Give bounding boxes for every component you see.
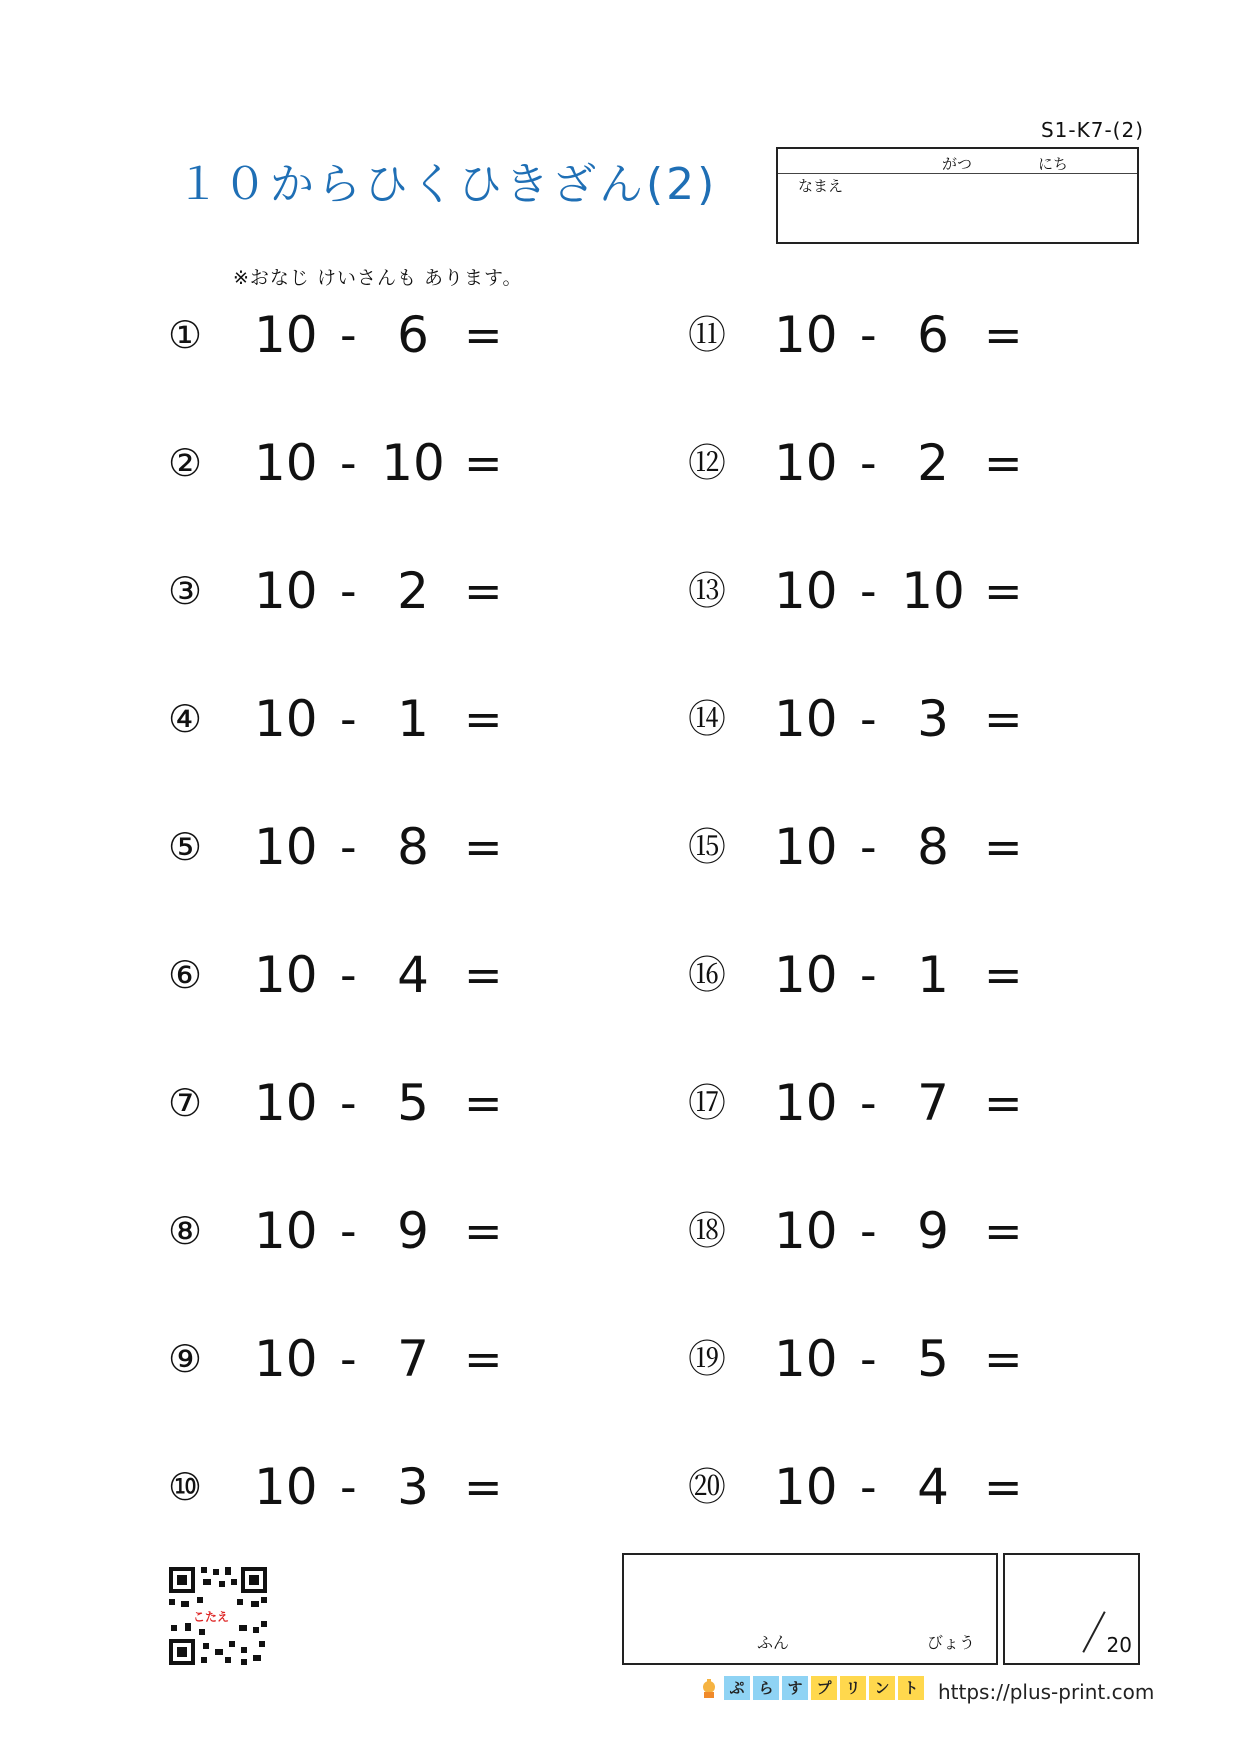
month-label: がつ: [942, 155, 973, 173]
problem-10: [168, 1452, 528, 1522]
problem-6: [168, 940, 528, 1010]
equals-sign: =: [464, 308, 503, 362]
equals-sign: =: [984, 948, 1023, 1002]
problem-number: ①: [168, 313, 203, 357]
problem-14: [688, 684, 1048, 754]
subtrahend: 1: [917, 946, 949, 1004]
problem-11: [688, 300, 1048, 370]
minuend: 10: [774, 1458, 838, 1516]
equals-sign: =: [984, 1204, 1023, 1258]
equals-sign: =: [464, 948, 503, 1002]
problem-3: [168, 556, 528, 626]
minus-sign: -: [340, 692, 357, 746]
subtrahend: 7: [397, 1330, 429, 1388]
minuend: 10: [254, 1202, 318, 1260]
minuend: 10: [774, 562, 838, 620]
subtrahend: 10: [901, 562, 965, 620]
subtrahend: 9: [917, 1202, 949, 1260]
minus-sign: -: [860, 436, 877, 490]
qr-answer-label: こたえ: [193, 1610, 230, 1624]
problem-number: ⑰: [688, 1081, 727, 1125]
equals-sign: =: [464, 1332, 503, 1386]
logo-char: ぷ: [724, 1676, 750, 1700]
problem-number: ③: [168, 569, 203, 613]
minus-sign: -: [860, 564, 877, 618]
equals-sign: =: [984, 1332, 1023, 1386]
minus-sign: -: [340, 564, 357, 618]
subtrahend: 10: [381, 434, 445, 492]
subtrahend: 9: [397, 1202, 429, 1260]
minuend: 10: [774, 818, 838, 876]
problem-number: ⑨: [168, 1337, 203, 1381]
minus-sign: -: [860, 1076, 877, 1130]
subtrahend: 8: [397, 818, 429, 876]
minuend: 10: [254, 434, 318, 492]
equals-sign: =: [464, 1460, 503, 1514]
minuend: 10: [254, 1074, 318, 1132]
subtrahend: 7: [917, 1074, 949, 1132]
name-date-box[interactable]: [776, 147, 1139, 244]
equals-sign: =: [984, 692, 1023, 746]
minuend: 10: [254, 946, 318, 1004]
site-url[interactable]: https://plus-print.com: [938, 1680, 1155, 1704]
problem-number: ⑬: [688, 569, 727, 613]
subtrahend: 4: [397, 946, 429, 1004]
subtrahend: 6: [917, 306, 949, 364]
problem-17: [688, 1068, 1048, 1138]
problem-number: ⑦: [168, 1081, 203, 1125]
problem-15: [688, 812, 1048, 882]
problem-20: [688, 1452, 1048, 1522]
equals-sign: =: [464, 820, 503, 874]
minuend: 10: [254, 1458, 318, 1516]
minus-sign: -: [340, 436, 357, 490]
problem-number: ④: [168, 697, 203, 741]
problem-1: [168, 300, 528, 370]
equals-sign: =: [464, 692, 503, 746]
logo-char: ン: [869, 1676, 895, 1700]
logo-text: [724, 1676, 927, 1700]
minuend: 10: [774, 1330, 838, 1388]
problem-4: [168, 684, 528, 754]
problem-number: ⑯: [688, 953, 727, 997]
equals-sign: =: [984, 1076, 1023, 1130]
minuend: 10: [254, 1330, 318, 1388]
equals-sign: =: [464, 1204, 503, 1258]
subtrahend: 2: [917, 434, 949, 492]
problem-18: [688, 1196, 1048, 1266]
problem-7: [168, 1068, 528, 1138]
subtrahend: 8: [917, 818, 949, 876]
subtrahend: 3: [917, 690, 949, 748]
name-label: なまえ: [798, 177, 844, 195]
minus-sign: -: [340, 308, 357, 362]
problem-number: ②: [168, 441, 203, 485]
minuend: 10: [254, 306, 318, 364]
problem-12: [688, 428, 1048, 498]
problem-number: ⑤: [168, 825, 203, 869]
problem-2: [168, 428, 528, 498]
date-row[interactable]: [778, 149, 1137, 174]
minus-sign: -: [340, 1460, 357, 1514]
day-label: にち: [1038, 155, 1069, 173]
minus-sign: -: [860, 820, 877, 874]
problem-number: ⑮: [688, 825, 727, 869]
seconds-label: びょう: [927, 1633, 976, 1652]
minutes-label: ふん: [757, 1633, 790, 1652]
subtrahend: 5: [397, 1074, 429, 1132]
minus-sign: -: [860, 948, 877, 1002]
problem-13: [688, 556, 1048, 626]
problem-number: ⑳: [688, 1465, 727, 1509]
minus-sign: -: [340, 820, 357, 874]
problem-number: ⑧: [168, 1209, 203, 1253]
minus-sign: -: [860, 1332, 877, 1386]
minuend: 10: [774, 1202, 838, 1260]
logo-char: リ: [840, 1676, 866, 1700]
subtrahend: 3: [397, 1458, 429, 1516]
subtrahend: 6: [397, 306, 429, 364]
note-text: ※おなじ けいさんも あります。: [233, 267, 523, 289]
minuend: 10: [254, 818, 318, 876]
problem-number: ⑱: [688, 1209, 727, 1253]
worksheet-title: １０からひくひきざん(2): [176, 159, 718, 210]
worksheet-code: S1-K7-(2): [1040, 118, 1144, 142]
mascot-icon: [698, 1678, 720, 1700]
problem-number: ⑭: [688, 697, 727, 741]
subtrahend: 1: [397, 690, 429, 748]
score-slash: [1082, 1611, 1105, 1653]
equals-sign: =: [984, 564, 1023, 618]
logo-char: す: [782, 1676, 808, 1700]
problem-number: ⑪: [688, 313, 727, 357]
problem-number: ⑥: [168, 953, 203, 997]
answer-qr-code[interactable]: [167, 1565, 269, 1667]
problem-19: [688, 1324, 1048, 1394]
problem-number: ⑩: [168, 1465, 203, 1509]
subtrahend: 4: [917, 1458, 949, 1516]
minus-sign: -: [860, 1204, 877, 1258]
problem-16: [688, 940, 1048, 1010]
equals-sign: =: [464, 436, 503, 490]
equals-sign: =: [984, 1460, 1023, 1514]
minus-sign: -: [340, 1076, 357, 1130]
problem-8: [168, 1196, 528, 1266]
minus-sign: -: [340, 1332, 357, 1386]
problem-9: [168, 1324, 528, 1394]
subtrahend: 5: [917, 1330, 949, 1388]
minuend: 10: [254, 562, 318, 620]
minus-sign: -: [340, 948, 357, 1002]
logo-char: ら: [753, 1676, 779, 1700]
minus-sign: -: [860, 692, 877, 746]
problem-5: [168, 812, 528, 882]
minus-sign: -: [860, 1460, 877, 1514]
logo-char: プ: [811, 1676, 837, 1700]
minuend: 10: [774, 306, 838, 364]
minuend: 10: [774, 434, 838, 492]
minuend: 10: [774, 946, 838, 1004]
equals-sign: =: [984, 308, 1023, 362]
problem-number: ⑲: [688, 1337, 727, 1381]
time-box[interactable]: [622, 1553, 998, 1665]
minus-sign: -: [340, 1204, 357, 1258]
equals-sign: =: [464, 1076, 503, 1130]
minuend: 10: [774, 690, 838, 748]
logo-char: ト: [898, 1676, 924, 1700]
score-box[interactable]: [1003, 1553, 1140, 1665]
problem-number: ⑫: [688, 441, 727, 485]
minuend: 10: [254, 690, 318, 748]
subtrahend: 2: [397, 562, 429, 620]
equals-sign: =: [984, 820, 1023, 874]
score-total: 20: [1106, 1633, 1132, 1657]
equals-sign: =: [984, 436, 1023, 490]
minuend: 10: [774, 1074, 838, 1132]
equals-sign: =: [464, 564, 503, 618]
minus-sign: -: [860, 308, 877, 362]
